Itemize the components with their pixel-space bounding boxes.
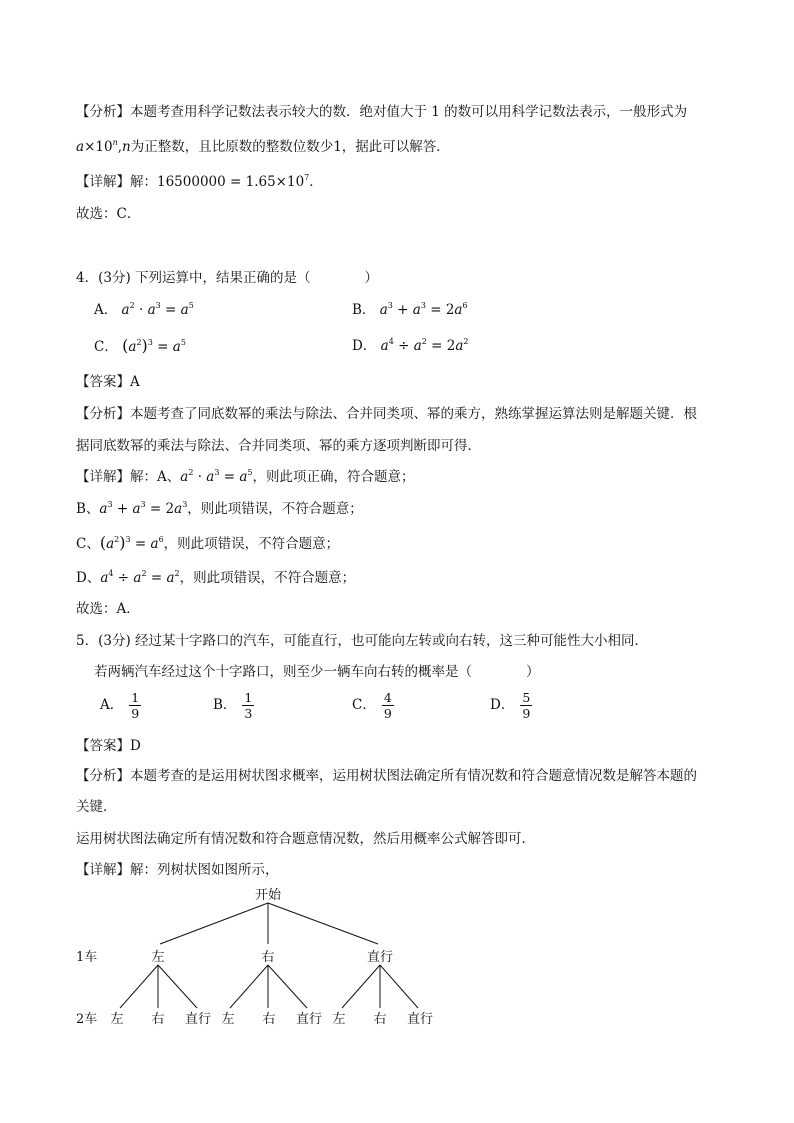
tree-node: 左 <box>151 950 165 965</box>
detail-tag: 【详解】 <box>76 174 130 190</box>
q5-answer: 【答案】D <box>76 738 141 754</box>
q5-analysis-line-2: 关键． <box>76 799 117 815</box>
tree-root: 开始 <box>254 888 282 903</box>
q5-stem-line-2: 若两辆汽车经过这个十字路口，则至少一辆车向右转的概率是（ ） <box>94 664 540 680</box>
q5-analysis-line-1: 【分析】本题考查的是运用树状图求概率，运用树状图法确定所有情况数和符合题意情况数是解答本题的 <box>76 768 697 784</box>
q3-analysis-line-2: $a\times 10^n,n$为正整数，且比原数的整数位数少1，据此可以解答． <box>76 138 450 155</box>
tree-leaf: 左 <box>221 1012 235 1027</box>
q5-option-c: C． $\frac{4}{9}$ <box>352 690 392 721</box>
tree-node: 直行 <box>366 950 394 965</box>
q3-detail-line: 【详解】解：$16500000 = 1.65\times 10^7$． <box>76 173 323 190</box>
detail-formula: 16500000 = 1.65×10 <box>157 174 305 190</box>
q5-detail-line: 【详解】解：列树状图如图所示， <box>76 862 279 878</box>
edge <box>158 965 197 1008</box>
probability-tree-diagram <box>0 880 794 1040</box>
q4-detail-a: 【详解】解：A、$a^2 \cdot a^3 = a^5$，则此项正确，符合题意； <box>76 468 415 485</box>
tree-leaf: 左 <box>332 1012 346 1027</box>
q3-analysis-line-1: 【分析】本题考查用科学记数法表示较大的数．绝对值大于 1 的数可以用科学记数法表示，一般形式为 <box>76 104 688 120</box>
tree-leaf: 直行 <box>184 1012 212 1027</box>
q4-option-b: B． $a^3 + a^3 = 2a^6$ <box>352 301 468 318</box>
q4-choice: 故选：A． <box>76 601 140 617</box>
q4-detail-d: D、$a^4 \div a^2 = a^2$，则此项错误，不符合题意； <box>76 569 356 586</box>
q5-option-d: D． $\frac{5}{9}$ <box>490 690 531 721</box>
q4-option-c: C． $(a^2)^3 = a^5$ <box>94 336 186 355</box>
q5-stem-line-1: 5．(3分) 经过某十字路口的汽车，可能直行，也可能向左转或向右转，这三种可能性大小相同． <box>76 633 649 649</box>
edge <box>120 965 158 1008</box>
tree-leaf: 左 <box>110 1012 124 1027</box>
tree-leaf: 直行 <box>406 1012 434 1027</box>
tree-leaf: 右 <box>373 1012 387 1027</box>
tree-leaf: 右 <box>151 1012 165 1027</box>
tree-leaf: 直行 <box>295 1012 323 1027</box>
q4-detail-b: B、$a^3 + a^3 = 2a^3$，则此项错误，不符合题意； <box>76 500 363 517</box>
fraction: $\frac{1}{9}$ <box>131 690 140 721</box>
edge <box>268 965 307 1008</box>
edge <box>342 965 380 1008</box>
tree-leaf: 右 <box>262 1012 276 1027</box>
edge <box>380 965 418 1008</box>
edge-root-straight <box>268 903 378 944</box>
edge-root-left <box>160 903 268 944</box>
fraction: $\frac{4}{9}$ <box>383 690 392 721</box>
q4-answer: 【答案】A <box>76 374 140 390</box>
analysis-tag: 【分析】 <box>76 104 130 120</box>
q4-option-d: D． $a^4 \div a^2 = 2a^2$ <box>352 337 469 354</box>
q5-analysis-line-3: 运用树状图法确定所有情况数和符合题意情况数，然后用概率公式解答即可． <box>76 831 535 847</box>
fraction: $\frac{5}{9}$ <box>522 690 531 721</box>
q4-option-a: A． $a^2 \cdot a^3 = a^5$ <box>94 301 194 318</box>
fraction: $\frac{1}{3}$ <box>244 690 253 721</box>
q5-option-a: A． $\frac{1}{9}$ <box>100 690 140 721</box>
q4-detail-c: C、$(a^2)^3 = a^6$，则此项错误，不符合题意； <box>76 533 340 552</box>
q4-stem: 4．(3分) 下列运算中，结果正确的是（ ） <box>76 270 379 286</box>
q5-option-b: B． $\frac{1}{3}$ <box>213 690 253 721</box>
tree-node: 右 <box>261 950 275 965</box>
q4-analysis-line-2: 据同底数幂的乘法与除法、合并同类项、幂的乘方逐项判断即可得． <box>76 438 481 454</box>
q3-choice-line: 故选：C． <box>76 206 141 222</box>
q4-analysis-line-1: 【分析】本题考查了同底数幂的乘法与除法、合并同类项、幂的乘方，熟练掌握运算法则是解题关键．根 <box>76 406 697 422</box>
row-label-car1: 1车 <box>76 950 98 965</box>
row-label-car2: 2车 <box>76 1012 98 1027</box>
edge <box>230 965 268 1008</box>
